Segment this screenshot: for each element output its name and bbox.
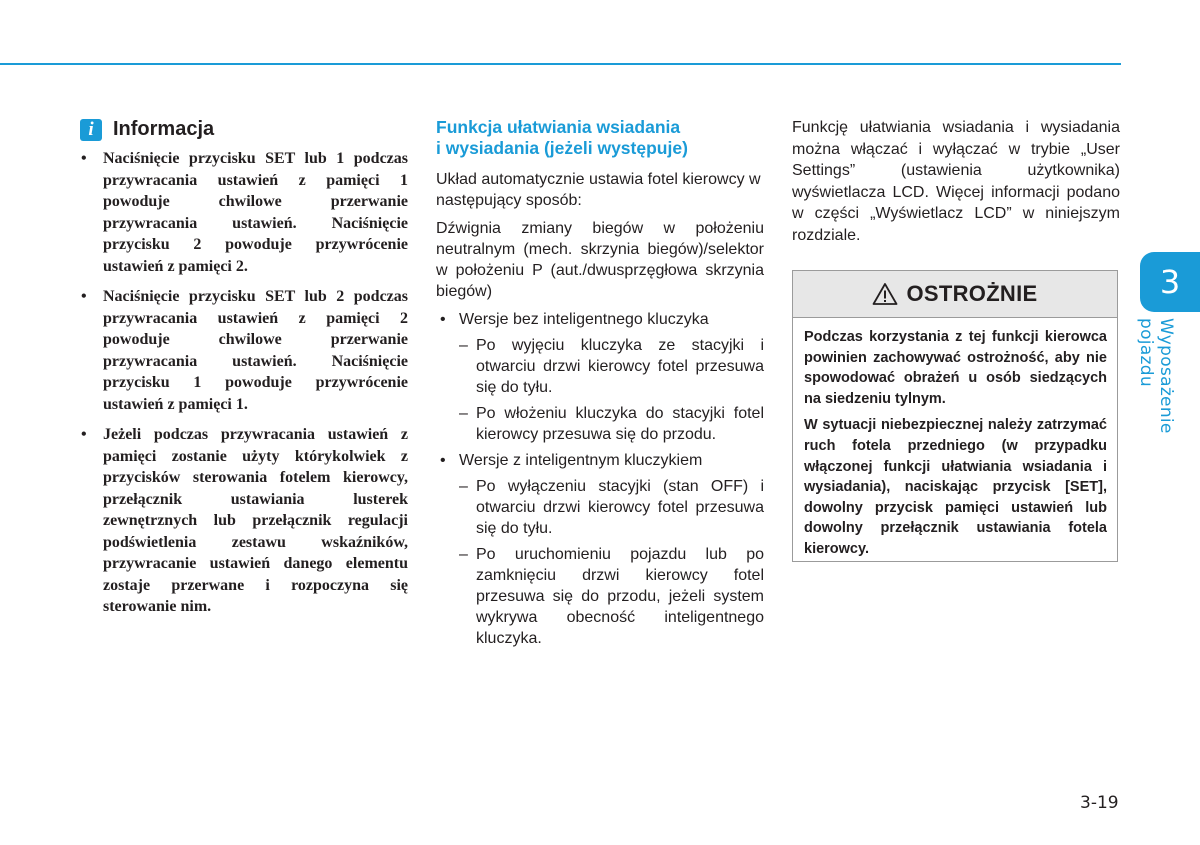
chapter-tab: 3	[1140, 252, 1200, 312]
info-list	[80, 148, 408, 618]
section-title-line1: Funkcja ułatwiania wsiadania	[436, 117, 681, 137]
chapter-label: Wyposażenie pojazdu	[1136, 318, 1176, 434]
info-list-item: • Jeżeli podczas przywracania ustawień z pamięci zostanie użyty którykolwiek z przycisków sterowania fotelem kierowcy, przełącznik ustawiania lusterek zewnętrznych lub przełącznik regulacji podświetlenia zestawu wskaźników, przywracanie ustawień danego elementu zostaje przerwane i rozpoczyna się sterowanie nim.	[80, 424, 408, 618]
group-label-no-smart-key: • Wersje bez inteligentnego kluczyka	[436, 309, 764, 330]
caution-box	[792, 270, 1118, 562]
info-list-item: • Naciśnięcie przycisku SET lub 2 podczas przywracania ustawień z pamięci 2 powoduje chwilowe przerwanie przywracania ustawień. Naciśnięcie przycisku 1 powoduje przywrócenie ustawień z pamięci 1.	[80, 286, 408, 415]
group-label-smart-key: • Wersje z inteligentnym kluczykiem	[436, 450, 764, 471]
caution-body	[793, 318, 1117, 560]
group-item: – Po uruchomieniu pojazdu lub po zamknięciu drzwi kierowcy fotel przesuwa się do przodu, jeżeli system wykrywa obecność inteligentnego kluczyka.	[436, 544, 764, 649]
settings-note: Funkcję ułatwiania wsiadania i wysiadania można włączać i wyłączać w trybie „User Settings” (ustawienia użytkownika) wyświetlacza LCD. Więcej informacji podano w części „Wyświetlacz LCD” w niniejszym rozdziale.	[792, 119, 1120, 244]
group-item: – Po wyłączeniu stacyjki (stan OFF) i otwarciu drzwi kierowcy fotel przesuwa się do tyłu.	[436, 476, 764, 539]
group-item: – Po wyjęciu kluczyka ze stacyjki i otwarciu drzwi kierowcy fotel przesuwa się do tyłu.	[436, 335, 764, 398]
section-title	[436, 117, 764, 159]
info-title: Informacja	[113, 118, 215, 140]
warning-triangle-icon	[872, 282, 898, 306]
right-column	[792, 117, 1120, 246]
section-intro: Układ automatycznie ustawia fotel kierowcy w następujący sposób:	[436, 171, 761, 209]
info-header	[80, 118, 408, 141]
page-number: 3-19	[1080, 793, 1119, 813]
section-condition: Dźwignia zmiany biegów w położeniu neutralnym (mech. skrzynia biegów)/selektor w położeniu P (aut./dwusprzęgłowa skrzynia biegów)	[436, 220, 764, 300]
caution-title: OSTROŻNIE	[906, 281, 1038, 306]
info-column	[80, 118, 408, 627]
top-divider	[0, 63, 1121, 65]
info-list-item: • Naciśnięcie przycisku SET lub 1 podczas przywracania ustawień z pamięci 1 powoduje chwilowe przerwanie przywracania ustawień. Naciśnięcie przycisku 2 powoduje przywrócenie ustawień z pamięci 2.	[80, 148, 408, 277]
info-icon: i	[80, 119, 102, 141]
caution-paragraph: W sytuacji niebezpiecznej należy zatrzymać ruch fotela przedniego (w przypadku włączonej funkcji ułatwiania wsiadania i wysiadania), naciskając przycisk [SET], dowolny przycisk pamięci ustawień lub dowolny przełącznik ustawiania fotela kierowcy.	[804, 417, 1107, 557]
caution-paragraph: Podczas korzystania z tej funkcji kierowca powinien zachowywać ostrożność, aby nie spowodować obrażeń u osób siedzących na siedzeniu tylnym.	[804, 329, 1107, 407]
group-item: – Po włożeniu kluczyka do stacyjki fotel kierowcy przesuwa się do przodu.	[436, 403, 764, 445]
caution-header	[793, 271, 1117, 318]
section-title-line2: i wysiadania (jeżeli występuje)	[436, 138, 688, 158]
section-column	[436, 117, 764, 654]
